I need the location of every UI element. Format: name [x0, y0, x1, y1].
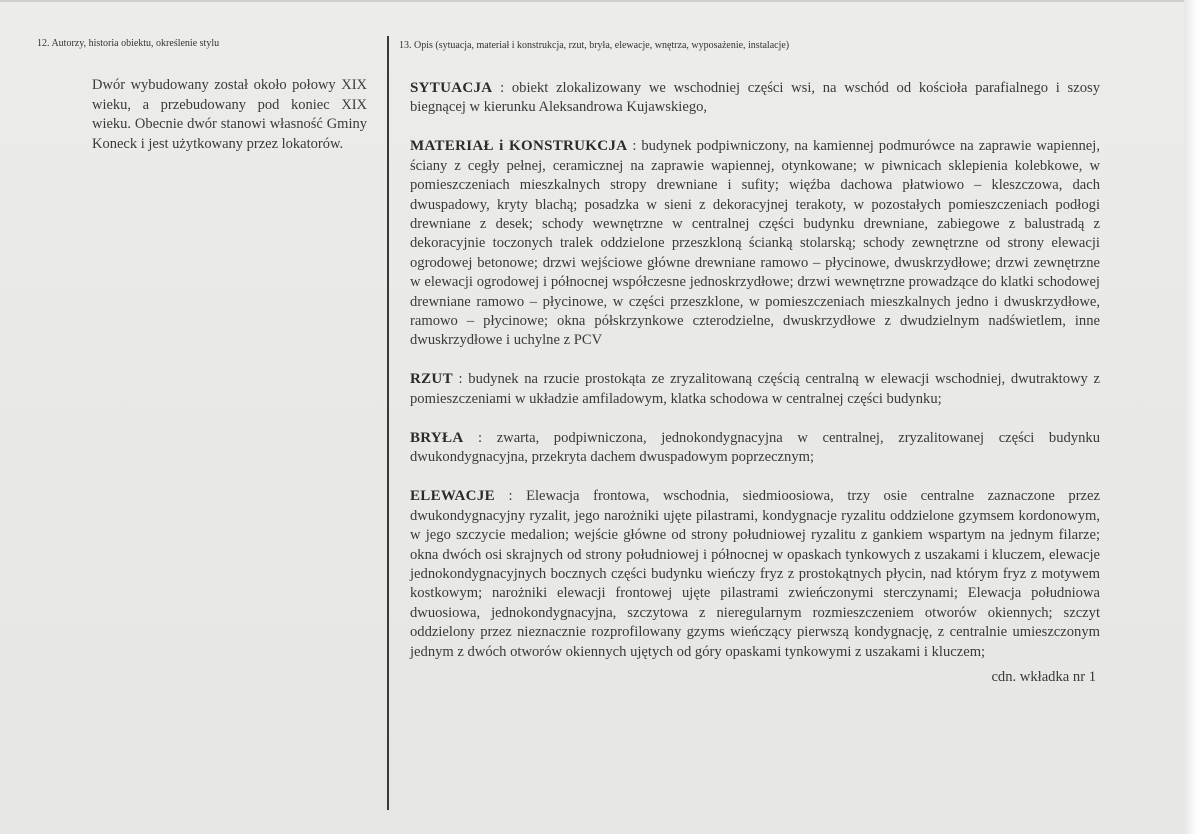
text-bryla: : zwarta, podpiwniczona, jednokondygnacyjna w centralnej, zryzalitowanej części budynku dwukondygnacyjna, przekryta dachem dwuspadowym poprzecznym; [410, 429, 1100, 466]
column-divider [387, 36, 389, 810]
description-column [410, 79, 1100, 702]
heading-bryla: BRYŁA [410, 429, 464, 446]
top-edge-line [0, 0, 1198, 2]
history-column [92, 76, 367, 154]
text-elewacje: : Elewacja frontowa, wschodnia, siedmioosiowa, trzy osie centralne zaznaczone przez dwukondygnacyjny ryzalit, jego narożniki ujęte pilastrami, kondygnacje ryzalitu oddzielone gzymsem kordonowym, w jego szczycie medalion; wejście główne od strony południowej ryzalitu z gankiem wspartym na jednym filarze; okna dwóch osi skrajnych od strony południowej i północnej w opaskach tynkowych z uszakami i kluczem, elewacje jednokondygnacyjnych bocznych części budynku wieńczy fryz z prostokątnych płycin, nad którym fryz z motywem kostkowym; narożniki elewacji frontowej ujęte pilastrami zwieńczonymi sterczynami; Elewacja południowa dwuosiowa, jednokondygnacyjna, szczytowa z nieregularnym rozmieszczeniem otworów okiennych; szczyt oddzielony przez nieznacznie rozprofilowany gzyms wieńczący pierwszą kondygnację, z centralnie umieszczonym jednym z dwóch otworów okiennych ujętych od góry opaskami tynkowymi z uszakami i kluczem; [410, 488, 1100, 660]
paragraph-material [410, 137, 1100, 350]
history-text: Dwór wybudowany został około połowy XIX wieku, a przebudowany pod koniec XIX wieku. Obecnie dwór stanowi własność Gminy Koneck i jest użytkowany przez lokatorów. [92, 77, 367, 152]
paragraph-rzut [410, 370, 1100, 409]
section-13-label: 13. Opis (sytuacja, materiał i konstrukcja, rzut, bryła, elewacje, wnętrza, wyposażenie, instalacje) [399, 40, 790, 51]
continuation-note: cdn. wkładka nr 1 [991, 668, 1096, 685]
heading-material: MATERIAŁ i KONSTRUKCJA [410, 138, 628, 155]
text-sytuacja: : obiekt zlokalizowany we wschodniej części wsi, na wschód od kościoła parafialnego i szosy biegnącej w kierunku Aleksandrowa Kujawskiego, [410, 80, 1100, 116]
text-material: : budynek podpiwniczony, na kamiennej podmurówce na zaprawie wapiennej, ściany z cegły pełnej, ceramicznej na zaprawie wapiennej, otynkowane; w piwnicach sklepienia kolebkowe, w pomieszczeniach mieszkalnych stropy drewniane i sufity; więźba dachowa płatwiowo – kleszczowa, dach dwuspadowy, kryty blachą; posadzka w sieni z dekoracyjnej terakoty, w pozostałych pomieszczeniach podłogi drewniane z desek; schody wewnętrzne w centralnej części budynku drewniane, zabiegowe z balustradą z dekoracyjnie toczonych tralek oddzielone przeszkloną ścianką stolarską; schody zewnętrzne od strony elewacji ogrodowej betonowe; drzwi wejściowe główne drewniane ramowo – płycinowe, dwuskrzydłowe; drzwi zewnętrzne w elewacji ogrodowej i północnej współczesne jednoskrzydłowe; drzwi wewnętrzne prowadzące do klatki schodowej drewniane ramowo – płycinowe, w części przeszklone, w pomieszczeniach mieszkalnych jedno i dwuskrzydłowe, ramowo – płycinowe; okna półskrzynkowe czterodzielne, dwuskrzydłowe z dwudzielnym nadświetlem, inne dwuskrzydłowe i uchylne z PCV [410, 138, 1100, 349]
heading-rzut: RZUT [410, 371, 453, 388]
heading-sytuacja: SYTUACJA [410, 80, 493, 96]
paragraph-elewacje [410, 487, 1100, 662]
paragraph-sytuacja [410, 79, 1100, 118]
section-12-label: 12. Autorzy, historia obiektu, określenie stylu [37, 38, 220, 49]
heading-elewacje: ELEWACJE [410, 488, 495, 505]
paper-edge [1184, 0, 1198, 834]
text-rzut: : budynek na rzucie prostokąta ze zryzalitowaną częścią centralną w elewacji wschodniej, dwutraktowy z pomieszczeniami w układzie amfiladowym, klatka schodowa w centralnej części budynku; [410, 371, 1100, 407]
paragraph-bryla [410, 429, 1100, 468]
